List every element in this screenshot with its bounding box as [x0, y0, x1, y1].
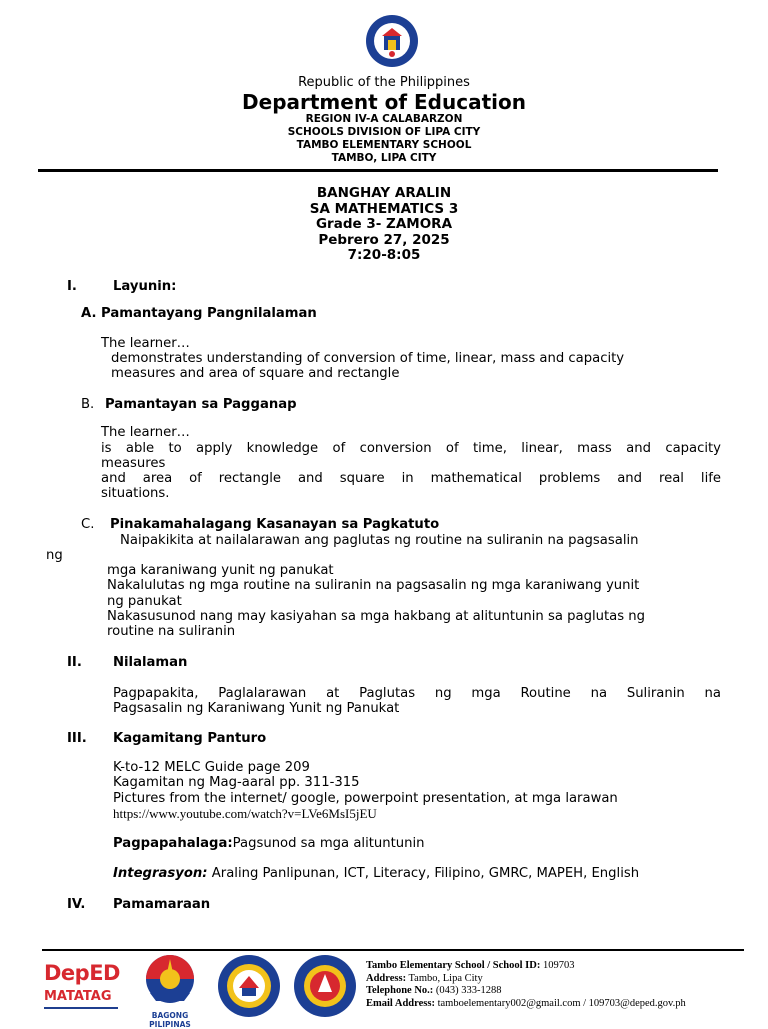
values-line — [113, 836, 425, 851]
footer-address-label: Address: — [366, 972, 407, 984]
footer-address: Tambo, Lipa City — [406, 972, 483, 984]
subsection-b-letter: B. — [81, 397, 95, 412]
plan-time: 7:20-8:05 — [347, 247, 421, 263]
subsection-c-title: Pinakamahalagang Kasanayan sa Pagkatuto — [110, 517, 440, 532]
youtube-link[interactable]: https://www.youtube.com/watch?v=LVe6MsI5jEU — [113, 806, 377, 821]
values-label: Pagpapahalaga: — [113, 836, 233, 851]
location-line: TAMBO, LIPA CITY — [331, 152, 437, 164]
footer-email[interactable]: tamboelementary002@gmail.com / 109703@deped.gov.ph — [434, 997, 686, 1009]
footer-email-label: Email Address: — [366, 997, 435, 1009]
division-line: SCHOOLS DIVISION OF LIPA CITY — [287, 126, 481, 138]
integration-text: Araling Panlipunan, ICT, Literacy, Filipino, GMRC, MAPEH, English — [207, 866, 640, 881]
subsection-a-line-2: measures and area of square and rectangle — [111, 366, 400, 381]
footer-school-id: 109703 — [540, 960, 575, 971]
footer-school-label: Tambo Elementary School / School ID: — [366, 960, 541, 971]
subsection-b-line-2: measures — [101, 456, 166, 471]
school-seal-icon — [290, 954, 360, 1018]
plan-subject: SA MATHEMATICS 3 — [309, 200, 459, 217]
integration-label: Integrasyon: — [113, 866, 208, 881]
plan-grade: Grade 3- ZAMORA — [315, 216, 453, 232]
subsection-c-line-3: Nakalulutas ng mga routine na suliranin na pagsasalin ng mga karaniwang yunit — [107, 578, 640, 593]
subsection-c-line-2: mga karaniwang yunit ng panukat — [107, 563, 334, 578]
subsection-b-line-1: is able to apply knowledge of conversion of time, linear, mass and capacity — [101, 441, 721, 456]
footer-school-line — [366, 960, 746, 973]
subsection-a-lead: The learner… — [101, 336, 190, 351]
section-3-title: Kagamitang Panturo — [113, 731, 267, 746]
bagong-pilipinas-emblem-icon — [130, 953, 210, 1007]
plan-date: Pebrero 27, 2025 — [318, 231, 450, 248]
subsection-c-line-4: ng panukat — [107, 594, 182, 609]
footer-divider — [42, 949, 744, 951]
plan-heading — [0, 186, 768, 264]
school-line: TAMBO ELEMENTARY SCHOOL — [296, 139, 472, 151]
footer-phone-line — [366, 985, 746, 998]
republic-line: Republic of the Philippines — [298, 75, 470, 90]
region-line: REGION IV-A CALABARZON — [305, 113, 463, 125]
section-3-line-3: Pictures from the internet/ google, powerpoint presentation, at mga larawan — [113, 791, 618, 806]
subsection-c-line-1-wrap: ng — [46, 548, 63, 563]
department-title: Department of Education — [242, 90, 526, 114]
subsection-b-line-3: and area of rectangle and square in mathematical problems and real life — [101, 471, 721, 486]
subsection-c-line-1: Naipakikita at nailalarawan ang paglutas ng routine na suliranin na pagsasalin — [120, 533, 639, 548]
deped-matatag-logo — [44, 961, 122, 1017]
bagong-pilipinas-text: BAGONG PILIPINAS — [149, 1011, 191, 1029]
plan-title: BANGHAY ARALIN — [316, 185, 452, 201]
footer-email-line — [366, 998, 746, 1011]
section-2-title: Nilalaman — [113, 655, 188, 670]
section-1-title: Layunin: — [113, 279, 177, 294]
values-text: Pagsunod sa mga alituntunin — [232, 836, 425, 851]
division-seal-icon — [212, 954, 286, 1018]
footer-contact — [366, 960, 746, 1010]
matatag-text: MATATAG — [44, 989, 112, 1004]
deped-seal-icon — [365, 14, 419, 68]
integration-line — [113, 866, 639, 881]
deped-logo-text: DepED — [44, 961, 120, 985]
subsection-b-lead: The learner… — [101, 425, 190, 440]
matatag-underline — [44, 1007, 118, 1009]
section-2-line-1: Pagpapakita, Paglalarawan at Paglutas ng mga Routine na Suliranin na — [113, 686, 721, 701]
section-1-number: I. — [67, 279, 77, 294]
section-2-line-2: Pagsasalin ng Karaniwang Yunit ng Panukat — [113, 701, 400, 716]
section-3-number: III. — [67, 731, 87, 746]
subsection-c-letter: C. — [81, 517, 95, 532]
subsection-c-line-5: Nakasusunod nang may kasiyahan sa mga hakbang at alituntunin sa paglutas ng — [107, 609, 646, 624]
subsection-b-line-4: situations. — [101, 486, 170, 501]
footer-phone: (043) 333-1288 — [433, 985, 502, 997]
header-divider — [38, 169, 718, 172]
subsection-a-line-1: demonstrates understanding of conversion of time, linear, mass and capacity — [111, 351, 625, 366]
section-4-title: Pamamaraan — [113, 897, 211, 912]
footer-phone-label: Telephone No.: — [366, 985, 434, 997]
section-2-number: II. — [67, 655, 82, 670]
subsection-b-title: Pamantayan sa Pagganap — [105, 397, 297, 412]
section-3-line-1: K-to-12 MELC Guide page 209 — [113, 760, 310, 775]
bagong-pilipinas-logo — [130, 953, 210, 1029]
subsection-c-line-6: routine na suliranin — [107, 624, 236, 639]
section-4-number: IV. — [67, 897, 86, 912]
section-3-line-2: Kagamitan ng Mag-aaral pp. 311-315 — [113, 775, 360, 790]
subsection-a-title: A. Pamantayang Pangnilalaman — [81, 306, 317, 321]
footer-address-line — [366, 973, 746, 986]
